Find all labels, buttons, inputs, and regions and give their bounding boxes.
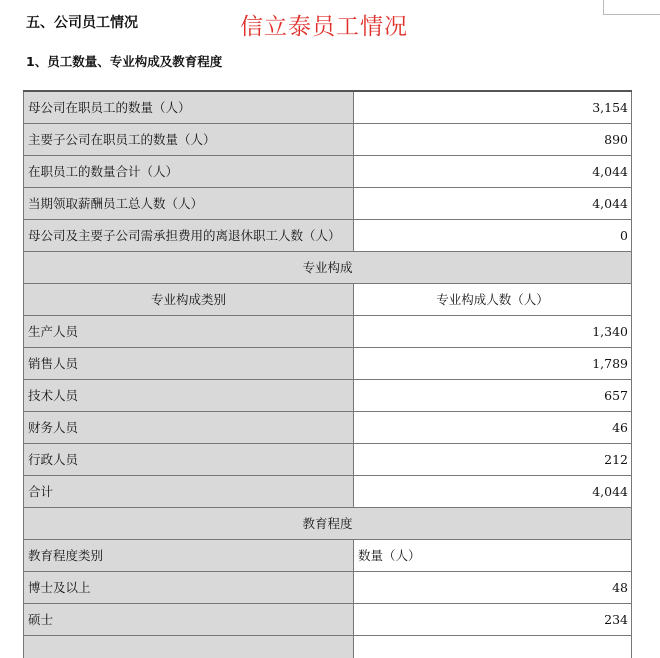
- professional-section-label: 专业构成: [24, 251, 632, 283]
- table-row: [24, 603, 632, 635]
- table-row: [24, 443, 632, 475]
- table-row: [24, 475, 632, 507]
- row-value: 657: [354, 379, 632, 411]
- row-label: 主要子公司在职员工的数量（人）: [24, 123, 354, 155]
- table-row: [24, 123, 632, 155]
- professional-col-count: 专业构成人数（人）: [354, 283, 632, 315]
- row-label-empty: [24, 635, 354, 658]
- table-row: [24, 411, 632, 443]
- table-row: [24, 315, 632, 347]
- table-row: [24, 187, 632, 219]
- row-value: 0: [354, 219, 632, 251]
- row-value: 46: [354, 411, 632, 443]
- education-col-category: 教育程度类别: [24, 539, 354, 571]
- column-header-row: [24, 539, 632, 571]
- table-row: [24, 155, 632, 187]
- row-label: 当期领取薪酬员工总人数（人）: [24, 187, 354, 219]
- subsection-title: 1、员工数量、专业构成及教育程度: [26, 54, 223, 69]
- column-header-row: [24, 283, 632, 315]
- row-label: 硕士: [24, 603, 354, 635]
- row-value: 1,340: [354, 315, 632, 347]
- row-value-empty: [354, 635, 632, 658]
- table-row: [24, 219, 632, 251]
- staff-table: [23, 90, 632, 658]
- section-header-row: [24, 251, 632, 283]
- table-row: [24, 347, 632, 379]
- row-label: 财务人员: [24, 411, 354, 443]
- row-label: 生产人员: [24, 315, 354, 347]
- table-row: [24, 571, 632, 603]
- annotation-title: 信立泰员工情况: [240, 14, 408, 40]
- row-label: 技术人员: [24, 379, 354, 411]
- row-label: 合计: [24, 475, 354, 507]
- row-value: 4,044: [354, 187, 632, 219]
- row-label: 母公司及主要子公司需承担费用的离退休职工人数（人）: [24, 219, 354, 251]
- row-label: 行政人员: [24, 443, 354, 475]
- row-value: 4,044: [354, 475, 632, 507]
- row-label: 在职员工的数量合计（人）: [24, 155, 354, 187]
- row-value: 4,044: [354, 155, 632, 187]
- row-value: 1,789: [354, 347, 632, 379]
- row-label: 母公司在职员工的数量（人）: [24, 91, 354, 123]
- row-value: 234: [354, 603, 632, 635]
- table-row-partial: [24, 635, 632, 658]
- page-corner-mark: [603, 0, 660, 15]
- row-value: 890: [354, 123, 632, 155]
- professional-col-category: 专业构成类别: [24, 283, 354, 315]
- row-label: 博士及以上: [24, 571, 354, 603]
- row-value: 48: [354, 571, 632, 603]
- row-label: 销售人员: [24, 347, 354, 379]
- education-section-label: 教育程度: [24, 507, 632, 539]
- section-title: 五、公司员工情况: [26, 15, 138, 31]
- row-value: 3,154: [354, 91, 632, 123]
- row-value: 212: [354, 443, 632, 475]
- section-header-row: [24, 507, 632, 539]
- table-row: [24, 91, 632, 123]
- education-col-count: 数量（人）: [354, 539, 632, 571]
- table-row: [24, 379, 632, 411]
